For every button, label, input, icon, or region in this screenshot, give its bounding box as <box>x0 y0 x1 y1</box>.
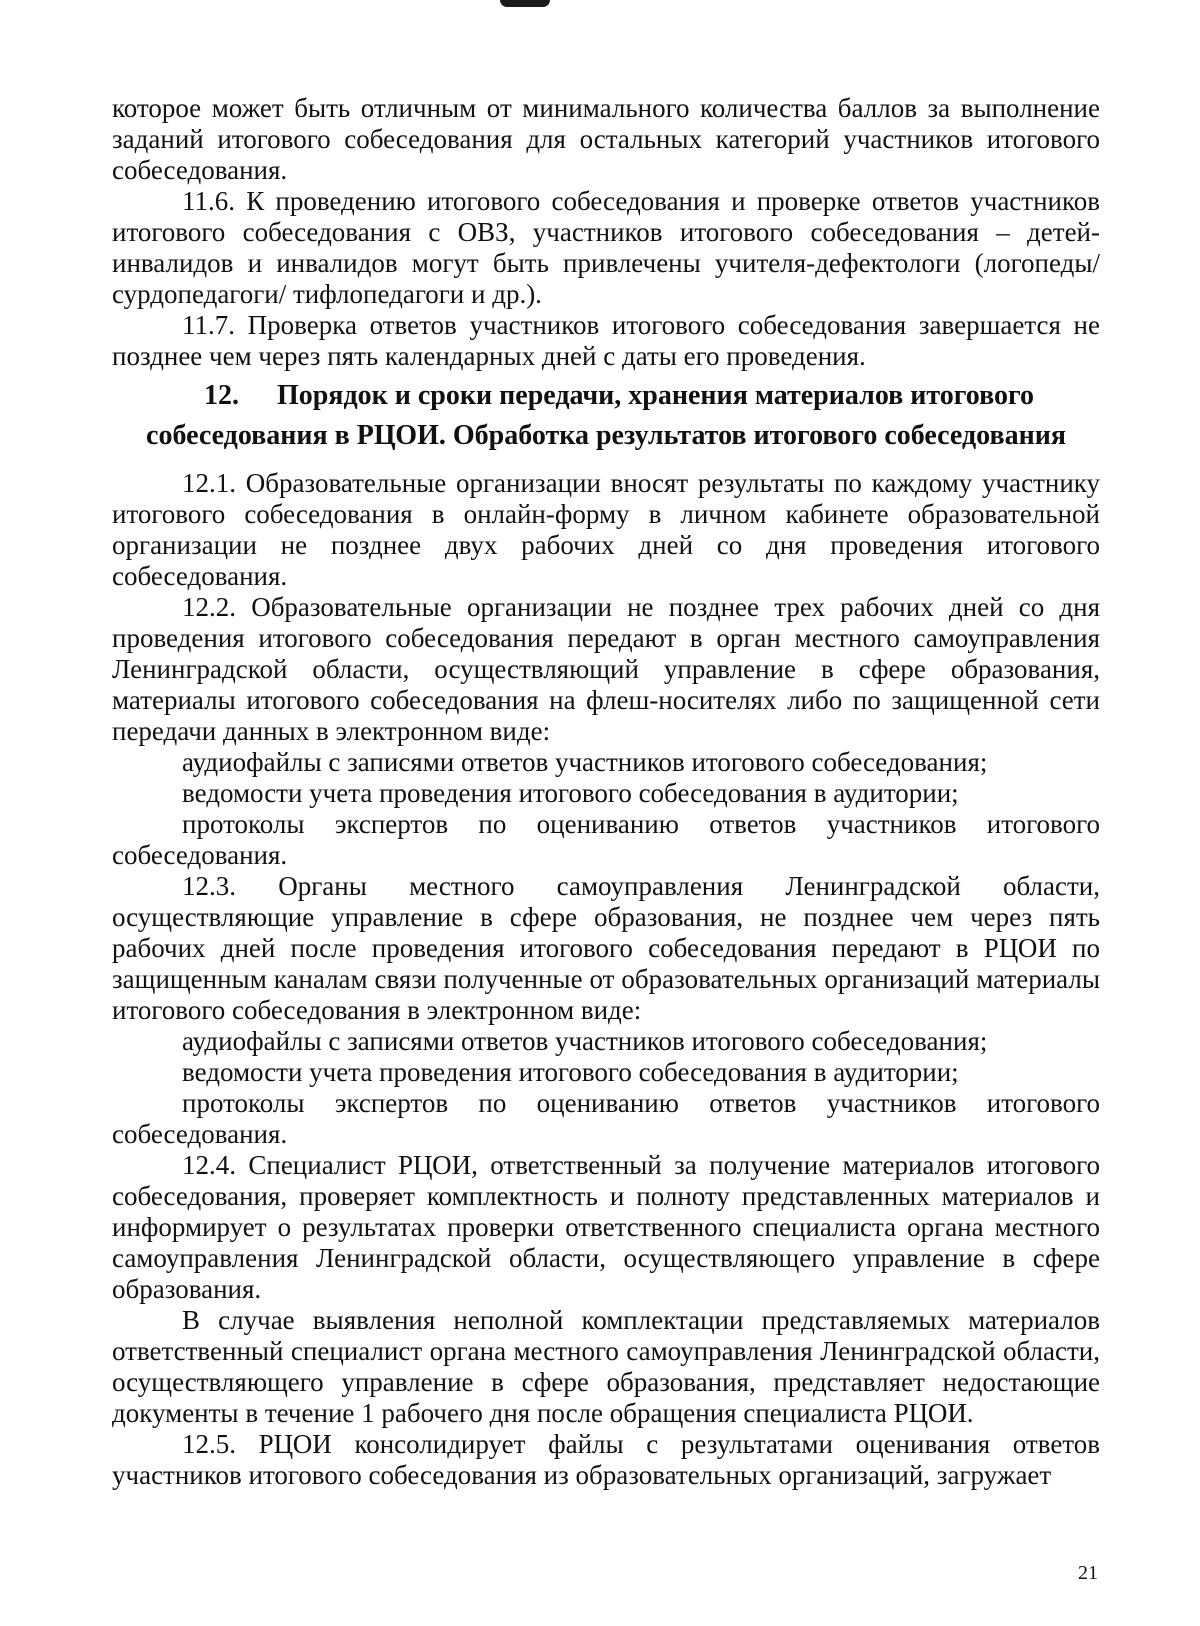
section-12-paragraph-12: 12.5. РЦОИ консолидирует файлы с результатами оценивания ответов участников итогового собеседования из образовательных организаций, загружает <box>112 1429 1100 1490</box>
section-12-paragraph-6: 12.3. Органы местного самоуправления Ленинградской области, осуществляющие управление в сфере образования, не позднее чем через пять рабочих дней после проведения итогового собеседования передают в РЦОИ по защищенным каналам связи полученные от образовательных организаций материалы итогового собеседования в электронном виде: <box>112 871 1100 1025</box>
paragraphs-before-section <box>112 93 1100 372</box>
body-paragraph-2: 11.6. К проведению итогового собеседования и проверке ответов участников итогового собеседования с ОВЗ, участников итогового собеседования – детей-инвалидов и инвалидов могут быть привлечены учителя-дефектологи (логопеды/сурдопедагоги/ тифлопедагоги и др.). <box>112 186 1100 309</box>
section-12-paragraph-2: 12.2. Образовательные организации не позднее трех рабочих дней со дня проведения итогового собеседования передают в орган местного самоуправления Ленинградской области, осуществляющий управление в сфере образования, материалы итогового собеседования на флеш-носителях либо по защищенной сети передачи данных в электронном виде: <box>112 592 1100 746</box>
section-12-paragraph-11: В случае выявления неполной комплектации представляемых материалов ответственный специалист органа местного самоуправления Ленинградской области, осуществляющего управление в сфере образования, представляет недостающие документы в течение 1 рабочего дня после обращения специалиста РЦОИ. <box>112 1305 1100 1428</box>
section-12-paragraph-5: протоколы экспертов по оцениванию ответов участников итогового собеседования. <box>112 809 1100 870</box>
section-title-line-1: Порядок и сроки передачи, хранения материалов итогового <box>276 380 1035 411</box>
section-12-paragraph-8: ведомости учета проведения итогового собеседования в аудитории; <box>182 1057 959 1087</box>
section-number: 12. <box>203 380 239 411</box>
section-12-paragraph-4: ведомости учета проведения итогового собеседования в аудитории; <box>182 778 959 808</box>
section-heading-line-1 <box>112 376 1100 416</box>
scan-artifact-mark <box>500 0 550 7</box>
body-paragraph-1: которое может быть отличным от минимального количества баллов за выполнение заданий итогового собеседования для остальных категорий участников итогового собеседования. <box>112 93 1100 185</box>
section-12-paragraph-7: аудиофайлы с записями ответов участников итогового собеседования; <box>182 1026 988 1056</box>
section-title-line-2: собеседования в РЦОИ. Обработка результатов итогового собеседования <box>146 420 1066 451</box>
section-heading-12 <box>112 376 1100 456</box>
section-12-paragraph-3: аудиофайлы с записями ответов участников итогового собеседования; <box>182 747 988 777</box>
paragraphs-after-section <box>112 468 1100 1491</box>
page-number: 21 <box>1078 1562 1098 1584</box>
body-paragraph-3: 11.7. Проверка ответов участников итогового собеседования завершается не позднее чем через пять календарных дней с даты его проведения. <box>112 310 1100 371</box>
document-page <box>112 93 1100 1491</box>
section-12-paragraph-10: 12.4. Специалист РЦОИ, ответственный за получение материалов итогового собеседования, проверяет комплектность и полноту представленных материалов и информирует о результатах проверки ответственного специалиста органа местного самоуправления Ленинградской области, осуществляющего управление в сфере образования. <box>112 1150 1100 1304</box>
section-12-paragraph-9: протоколы экспертов по оцениванию ответов участников итогового собеседования. <box>112 1088 1100 1149</box>
section-12-paragraph-1: 12.1. Образовательные организации вносят результаты по каждому участнику итогового собеседования в онлайн-форму в личном кабинете образовательной организации не позднее двух рабочих дней со дня проведения итогового собеседования. <box>112 468 1100 591</box>
